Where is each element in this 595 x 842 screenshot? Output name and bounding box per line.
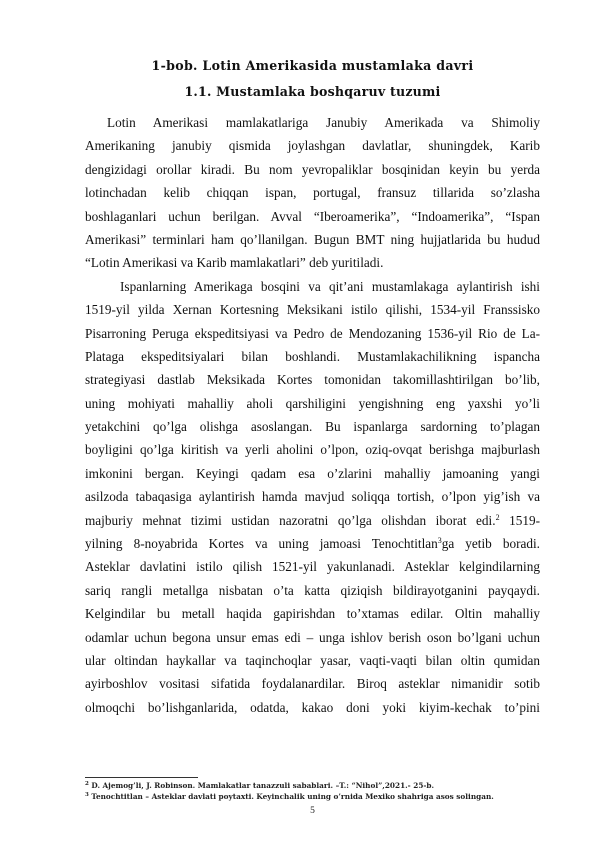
text-line: sariq rangli metallga nisbatan o’ta katta qiziqish bildirayotganini payqaydi. bbox=[85, 582, 540, 598]
footnote bbox=[85, 792, 494, 801]
text-line: “Lotin Amerikasi va Karib mamlakatlari” deb yuritiladi. bbox=[85, 255, 384, 271]
footnote-divider bbox=[85, 777, 198, 778]
text-line: uning mohiyati mahalliy aholi qarshiligini yengishning eng yaxshi yo’li bbox=[85, 395, 540, 411]
text-line: lotinchadan kelib chiqqan ispan, portugal, fransuz tillarida so’zlasha bbox=[85, 185, 540, 201]
footnote-number: 2 bbox=[85, 781, 89, 787]
text-line: Plataga ekspeditsiyalari bilan boshlandi. Mustamlakachilikning ispancha bbox=[85, 348, 540, 364]
footnote-ref: 2 bbox=[495, 512, 500, 522]
text-line: ular oltindan haykallar va taqinchoqlar yasar, vaqti-vaqti bilan oltin qumidan bbox=[85, 652, 540, 668]
text-line: boshlaganlari uchun berilgan. Avval “Iberoamerika”, “Indoamerika”, “Ispan bbox=[85, 208, 540, 224]
footnote-text: Tenochtitlan – Asteklar davlati poytaxti. Keyinchalik uning o’rnida Mexiko shahriga asos solingan. bbox=[91, 792, 494, 801]
text-line-with-footnote bbox=[85, 509, 540, 532]
text-line: yetakchini qo’lga olishga asoslangan. Bu ispanlarga sardorning to’plagan bbox=[85, 419, 540, 435]
footnote bbox=[85, 781, 434, 790]
text-line: 1519-yil yilda Xernan Kortesning Meksikani istilo qilishi, 1534-yil Franssisko bbox=[85, 302, 540, 318]
text-line: Asteklar davlatini istilo qilish 1521-yil yakunlanadi. Asteklar kelgindilarning bbox=[85, 559, 540, 575]
text-line: dengizidagi orollar kiradi. Bu nom yevropaliklar bosqinidan keyin bu yerda bbox=[85, 161, 540, 177]
section-title: 1.1. Mustamlaka boshqaruv tuzumi bbox=[184, 84, 441, 99]
text-line: olmoqchi bo’lishganlarida, odatda, kakao doni yoki kiyim-kechak to’pini bbox=[85, 699, 540, 715]
page-number: 5 bbox=[310, 806, 315, 816]
text-line: Pisarroning Peruga ekspeditsiyasi va Pedro de Mendozaning 1536-yil Rio de La- bbox=[85, 325, 540, 341]
text-line-with-footnote bbox=[85, 532, 540, 555]
text-line: strategiyasi dastlab Meksikada Kortes tomonidan takomillashtirilgan bo’lib, bbox=[85, 372, 540, 388]
chapter-title: 1-bob. Lotin Amerikasida mustamlaka davri bbox=[151, 58, 474, 73]
footnote-ref: 3 bbox=[437, 536, 442, 546]
text-line: ayirboshlov vositasi sifatida foydalanardilar. Biroq asteklar nimanidir sotib bbox=[85, 676, 540, 692]
text-segment: ga yetib boradi. bbox=[441, 536, 540, 552]
text-segment: 1519- bbox=[509, 512, 540, 528]
text-line: boyligini qo’lga kiritish va yerli aholini o’lpon, oziq-ovqat berishga majburlash bbox=[85, 442, 540, 458]
body-text bbox=[85, 111, 540, 719]
text-line: Ispanlarning Amerikaga bosqini va qit’ani mustamlakaga aylantirish ishi bbox=[120, 278, 540, 294]
footnote-text: D. Ajemog’li, J. Robinson. Mamlakatlar tanazzuli sabablari. –T.: “Nihol”,2021.- 25-b. bbox=[91, 781, 435, 790]
footnote-number: 3 bbox=[85, 792, 89, 798]
text-segment: yilning 8-noyabrida Kortes va uning jamoasi Tenochtitlan bbox=[85, 536, 438, 552]
text-line: Kelgindilar bu metall haqida gapirishdan to’xtamas edilar. Oltin mahalliy bbox=[85, 606, 540, 622]
text-line: odamlar uchun begona unsur emas edi – unga ishlov berish oson bo’lgani uchun bbox=[85, 629, 540, 645]
text-line: Amerikasi” terminlari ham qo’llanilgan. Bugun BMT ning hujjatlarida bu hudud bbox=[85, 231, 540, 247]
text-line: Amerikaning janubiy qismida joylashgan davlatlar, shuningdek, Karib bbox=[85, 138, 540, 154]
text-line: asilzoda tabaqasiga aylantirish hamda mavjud soliqqa tortish, o’lpon yig’ish va bbox=[85, 489, 540, 505]
text-line: Lotin Amerikasi mamlakatlariga Janubiy Amerikada va Shimoliy bbox=[107, 115, 540, 130]
text-segment: majburiy mehnat tizimi ustidan nazoratni qo’lga olishdan iborat edi. bbox=[85, 512, 496, 528]
text-line: imkonini bergan. Keyingi qadam esa o’zlarini mahalliy jamoaning yangi bbox=[85, 465, 540, 481]
